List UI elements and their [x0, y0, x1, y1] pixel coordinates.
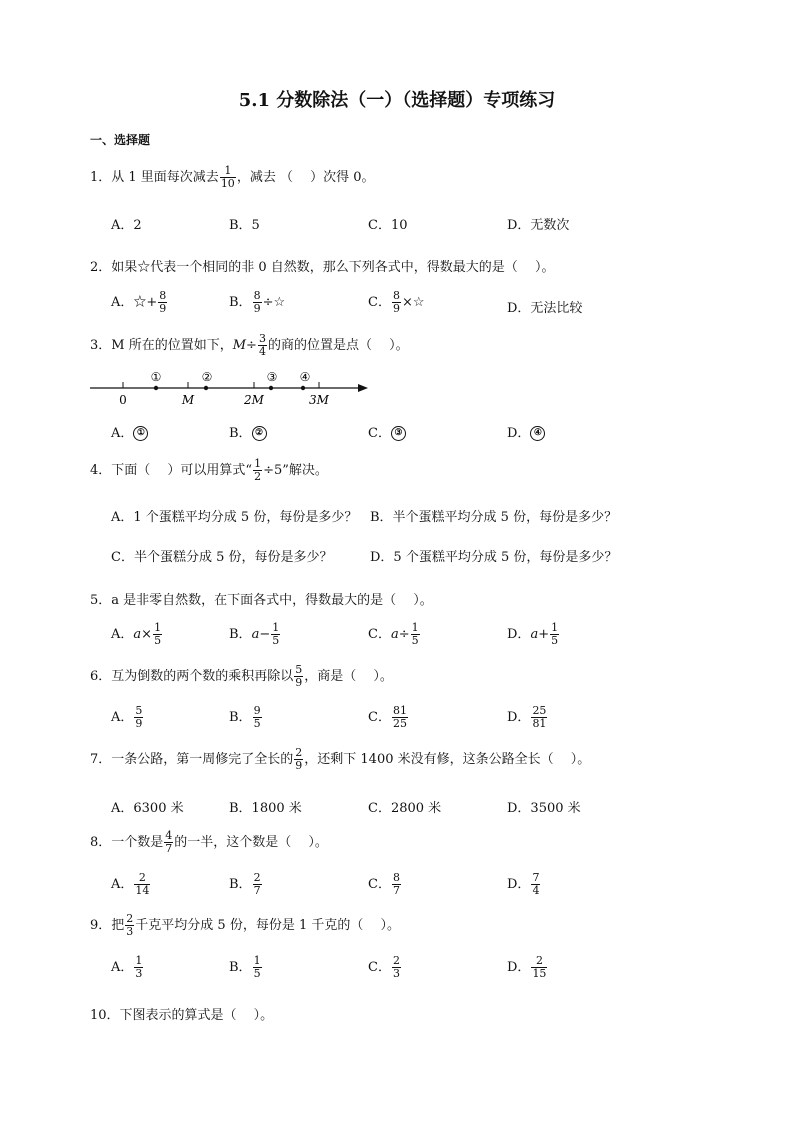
tick-3m: 3M — [309, 393, 329, 407]
question-2: 2．如果☆代表一个相同的非 0 自然数，那么下列各式中，得数最大的是（ ）。 — [90, 260, 555, 275]
q5-option-b[interactable]: B．a− $\frac{1}{5}$ — [229, 621, 280, 647]
q9-option-b[interactable]: B． $\frac{1}{5}$ — [229, 954, 261, 980]
question-4: 4．下面（ ）可以用算式“ $\frac{1}{2}$ ÷5”解决。 — [90, 457, 328, 483]
question-5: 5．a 是非零自然数，在下面各式中，得数最大的是（ ）。 — [90, 593, 433, 608]
q4-option-c[interactable]: C．半个蛋糕分成 5 份，每份是多少？ — [111, 550, 333, 565]
q1-option-a[interactable]: A．2 — [111, 218, 142, 233]
tick-m: M — [181, 393, 195, 407]
q3-option-d[interactable]: D． ④ — [507, 422, 545, 441]
q8-option-d[interactable]: D． $\frac{7}{4}$ — [507, 871, 540, 897]
q8-option-c[interactable]: C． $\frac{8}{7}$ — [368, 871, 400, 897]
q6-option-c[interactable]: C． $\frac{81}{25}$ — [368, 704, 407, 730]
q1-option-c[interactable]: C．10 — [368, 218, 408, 233]
tick-0: 0 — [119, 393, 127, 407]
number-line — [88, 366, 378, 410]
q1-option-b[interactable]: B．5 — [229, 218, 260, 233]
q7-option-d[interactable]: D．3500 米 — [507, 801, 581, 816]
q7-option-c[interactable]: C．2800 米 — [368, 801, 442, 816]
q3-option-b[interactable]: B． ② — [229, 422, 267, 441]
question-8: 8．一个数是 $\frac{4}{7}$ 的一半，这个数是（ ）。 — [90, 829, 328, 855]
q1-option-d[interactable]: D．无数次 — [507, 218, 570, 233]
mark-3: ③ — [266, 370, 278, 384]
q6-option-b[interactable]: B． $\frac{9}{5}$ — [229, 704, 261, 730]
q2-option-c[interactable]: C． $\frac{8}{9}$ ×☆ — [368, 289, 425, 315]
q4-option-a[interactable]: A．1 个蛋糕平均分成 5 份，每份是多少？ — [111, 510, 358, 525]
question-6: 6．互为倒数的两个数的乘积再除以 $\frac{5}{9}$ ，商是（ ）。 — [90, 663, 393, 689]
q5-option-a[interactable]: A．a× $\frac{1}{5}$ — [111, 621, 162, 647]
tick-2m: 2M — [244, 393, 264, 407]
q4-option-d[interactable]: D．5 个蛋糕平均分成 5 份，每份是多少？ — [370, 550, 618, 565]
q3-option-a[interactable]: A． ① — [111, 422, 148, 441]
q2-option-a[interactable]: A．☆+ $\frac{8}{9}$ — [111, 289, 167, 315]
q6-option-a[interactable]: A． $\frac{5}{9}$ — [111, 704, 143, 730]
q5-option-c[interactable]: C．a÷ $\frac{1}{5}$ — [368, 621, 419, 647]
question-3: 3．M 所在的位置如下，M÷ $\frac{3}{4}$ 的商的位置是点（ ）。 — [90, 332, 409, 358]
mark-4: ④ — [299, 370, 311, 384]
q2-option-b[interactable]: B． $\frac{8}{9}$ ÷☆ — [229, 289, 286, 315]
arrow-icon — [358, 384, 368, 392]
q8-option-a[interactable]: A． $\frac{2}{14}$ — [111, 871, 150, 897]
q9-option-d[interactable]: D． $\frac{2}{15}$ — [507, 954, 547, 980]
q6-option-d[interactable]: D． $\frac{25}{81}$ — [507, 704, 547, 730]
question-9: 9．把 $\frac{2}{3}$ 千克平均分成 5 份，每份是 1 千克的（ ）。 — [90, 912, 400, 938]
q1-text-post: ，减去 （ ）次得 0。 — [236, 170, 375, 185]
question-7: 7．一条公路，第一周修完了全长的 $\frac{2}{9}$ ，还剩下 1400 米没有修，这条公路全长（ ）。 — [90, 746, 591, 772]
q8-option-b[interactable]: B． $\frac{2}{7}$ — [229, 871, 261, 897]
mark-2: ② — [201, 370, 213, 384]
q7-option-b[interactable]: B．1800 米 — [229, 801, 302, 816]
q7-option-a[interactable]: A．6300 米 — [111, 801, 184, 816]
mark-1: ① — [150, 370, 162, 384]
q5-option-d[interactable]: D．a+ $\frac{1}{5}$ — [507, 621, 559, 647]
q4-option-b[interactable]: B．半个蛋糕平均分成 5 份，每份是多少？ — [370, 510, 618, 525]
q2-option-d[interactable]: D．无法比较 — [507, 301, 583, 316]
question-10: 10．下图表示的算式是（ ）。 — [90, 1008, 274, 1023]
q1-text-pre: 1．从 1 里面每次减去 — [90, 170, 219, 185]
page-title: 5.1 分数除法（一）（选择题）专项练习 — [238, 90, 556, 111]
fraction: $\frac{1}{10}$ — [220, 164, 235, 190]
q3-option-c[interactable]: C． ③ — [368, 422, 406, 441]
q9-option-a[interactable]: A． $\frac{1}{3}$ — [111, 954, 143, 980]
question-1 — [90, 165, 374, 190]
section-heading: 一、选择题 — [90, 133, 151, 147]
q9-option-c[interactable]: C． $\frac{2}{3}$ — [368, 954, 400, 980]
